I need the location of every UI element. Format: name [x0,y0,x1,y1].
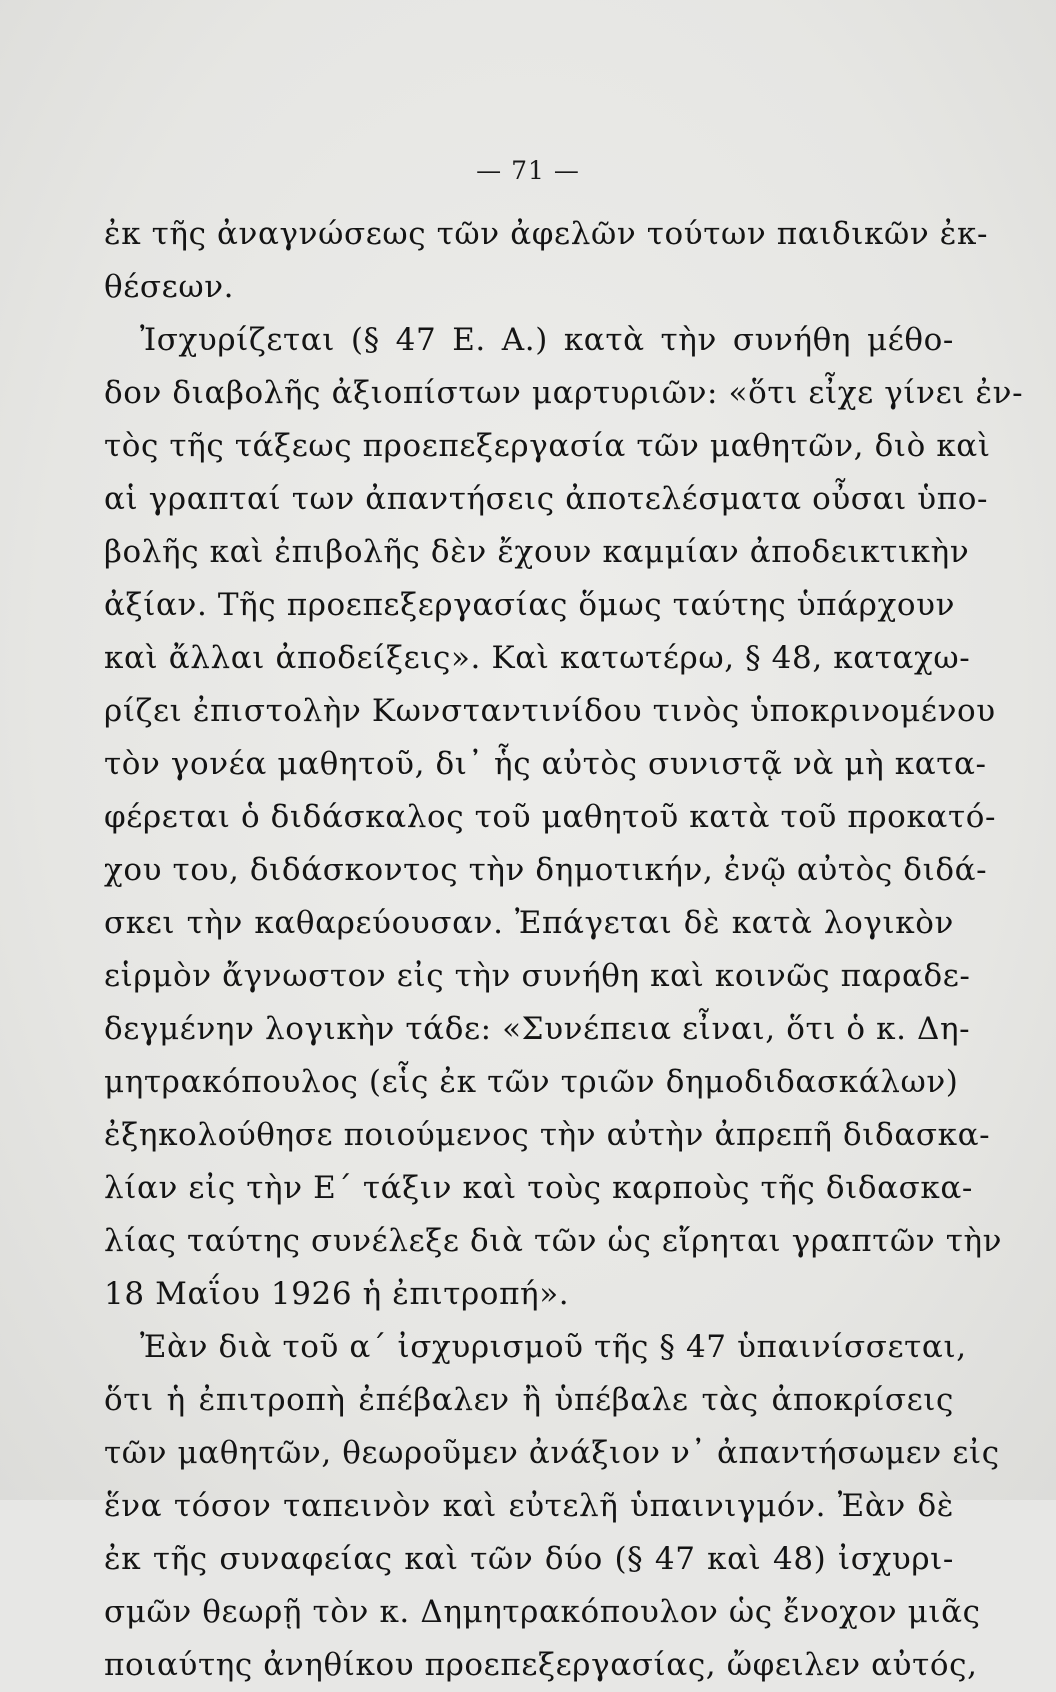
text-line: χου του, διδάσκοντος τὴν δημοτικήν, ἐνῷ αὐτὸς διδά- [104,852,988,888]
text-line: ρίζει ἐπιστολὴν Κωνσταντινίδου τινὸς ὑποκρινομένου [104,693,996,729]
text-line: μητρακόπουλος (εἷς ἐκ τῶν τριῶν δημοδιδασκάλων) [104,1064,959,1100]
text-line: σκει τὴν καθαρεύουσαν. Ἐπάγεται δὲ κατὰ λογικὸν [104,905,954,941]
text-line: λίαν εἰς τὴν Ε΄ τάξιν καὶ τοὺς καρποὺς τῆς διδασκα- [104,1170,974,1206]
text-line: ἕνα τόσον ταπεινὸν καὶ εὐτελῆ ὑπαινιγμόν. Ἐὰν δὲ [104,1488,954,1524]
text-line: θέσεων. [104,269,235,305]
text-line: φέρεται ὁ διδάσκαλος τοῦ μαθητοῦ κατὰ τοῦ προκατό- [104,799,997,835]
text-line: ὅτι ἡ ἐπιτροπὴ ἐπέβαλεν ἢ ὑπέβαλε τὰς ἀποκρίσεις [104,1382,954,1418]
text-line: τῶν μαθητῶν, θεωροῦμεν ἀνάξιον ν᾽ ἀπαντήσωμεν εἰς [104,1435,1000,1471]
text-line: βολῆς καὶ ἐπιβολῆς δὲν ἔχουν καμμίαν ἀποδεικτικὴν [104,534,970,570]
text-line: τὸς τῆς τάξεως προεπεξεργασία τῶν μαθητῶν, διὸ καὶ [104,428,991,464]
text-line: ἐκ τῆς συναφείας καὶ τῶν δύο (§ 47 καὶ 48) ἰσχυρι- [104,1541,954,1577]
text-line: καὶ ἄλλαι ἀποδείξεις». Καὶ κατωτέρω, § 48, καταχω- [104,640,971,676]
text-line: αἱ γραπταί των ἀπαντήσεις ἀποτελέσματα οὖσαι ὑπο- [104,481,989,517]
text-line: ποιαύτης ἀνηθίκου προεπεξεργασίας, ὤφειλεν αὐτός, [104,1647,978,1683]
text-line: ἀξίαν. Τῆς προεπεξεργασίας ὅμως ταύτης ὑπάρχουν [104,587,956,623]
text-line: Ἰσχυρίζεται (§ 47 Ε. Α.) κατὰ τὴν συνήθη μέθο- [140,322,954,358]
text-line: σμῶν θεωρῇ τὸν κ. Δημητρακόπουλον ὡς ἔνοχον μιᾶς [104,1594,981,1630]
text-line: 18 Μαΐου 1926 ἡ ἐπιτροπή». [104,1276,570,1312]
page-number: — 71 — [476,156,580,185]
text-line: εἱρμὸν ἄγνωστον εἰς τὴν συνήθη καὶ κοινῶς παραδε- [104,958,971,994]
text-line: τὸν γονέα μαθητοῦ, δι᾽ ἧς αὐτὸς συνιστᾷ νὰ μὴ κατα- [104,746,987,782]
text-line: δον διαβολῆς ἀξιοπίστων μαρτυριῶν: «ὅτι εἶχε γίνει ἐν- [104,375,1024,411]
text-line: ἐκ τῆς ἀναγνώσεως τῶν ἀφελῶν τούτων παιδικῶν ἐκ- [104,216,989,252]
text-line: δεγμένην λογικὴν τάδε: «Συνέπεια εἶναι, ὅτι ὁ κ. Δη- [104,1011,971,1047]
text-line: ἐξηκολούθησε ποιούμενος τὴν αὐτὴν ἀπρεπῆ διδασκα- [104,1117,991,1153]
body-text [104,208,1024,1692]
text-line: λίας ταύτης συνέλεξε διὰ τῶν ὡς εἴρηται γραπτῶν τὴν [104,1223,1003,1259]
text-line: Ἐὰν διὰ τοῦ α΄ ἰσχυρισμοῦ τῆς § 47 ὑπαινίσσεται, [140,1329,967,1365]
